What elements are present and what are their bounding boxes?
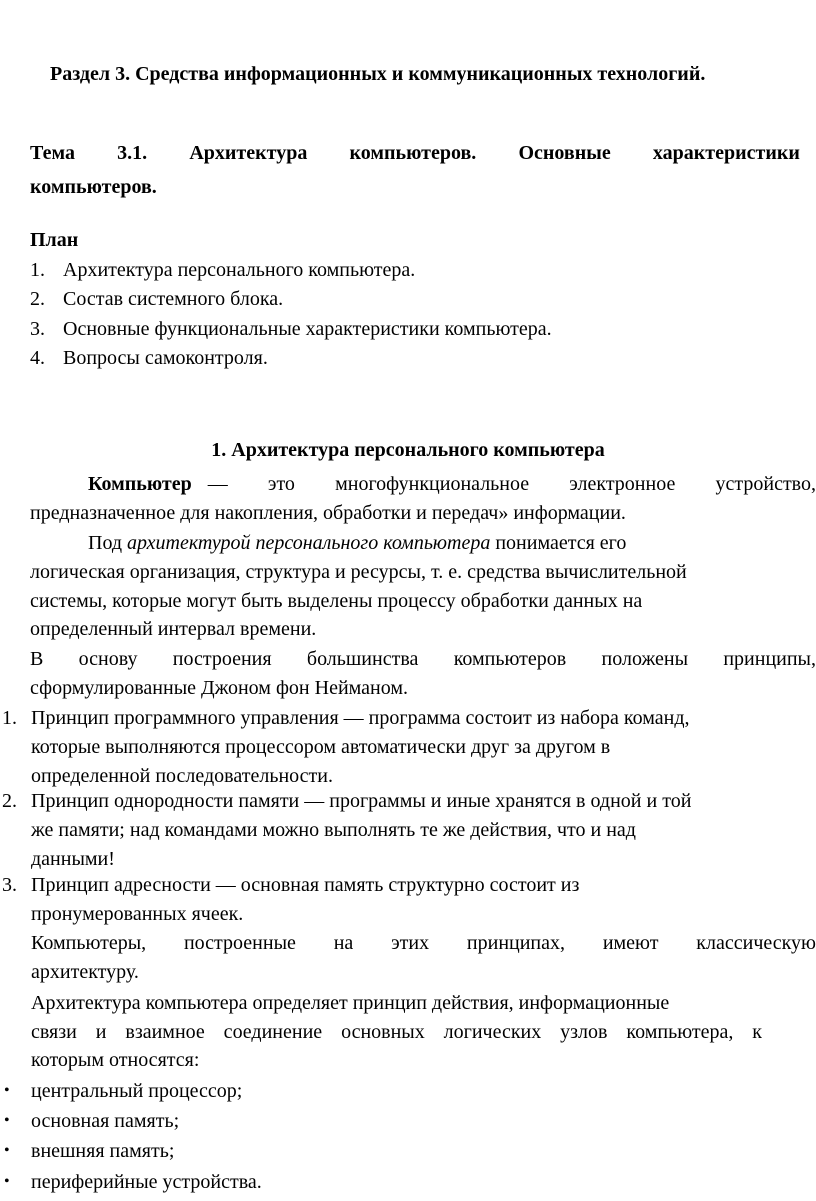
- principle-number: 2.: [2, 790, 17, 812]
- defines-line-1: Архитектура компьютера определяет принцип действия, информационные: [31, 992, 670, 1014]
- architecture-suffix: понимается его: [490, 532, 627, 554]
- definition-text: — это многофункциональное электронное устройство,: [207, 473, 816, 495]
- topic-word: Основные: [518, 142, 611, 164]
- classic-line-1: Компьютеры, построенные на этих принципах, имеют классическую: [31, 932, 816, 954]
- plan-item-text: Основные функциональные характеристики компьютера.: [63, 318, 552, 340]
- topic-line-1: [30, 139, 800, 167]
- definition-line-1: [88, 470, 816, 498]
- bullet-icon: •: [4, 1112, 10, 1129]
- plan-item-number: 3.: [30, 318, 45, 340]
- topic-word: Тема: [30, 142, 75, 164]
- topic-word: 3.1.: [117, 142, 148, 164]
- definition-term: Компьютер: [88, 473, 192, 495]
- plan-item-text: Вопросы самоконтроля.: [63, 347, 268, 369]
- plan-item-text: Архитектура персонального компьютера.: [63, 259, 416, 281]
- plan-heading: План: [30, 229, 79, 251]
- architecture-term: архитектурой персонального компьютера: [127, 532, 491, 554]
- topic-word: характеристики: [652, 142, 800, 164]
- principle-line: же памяти; над командами можно выполнять те же действия, что и над: [31, 819, 636, 841]
- neumann-line-2: сформулированные Джоном фон Нейманом.: [30, 677, 409, 699]
- principle-number: 3.: [2, 874, 17, 896]
- principle-line: Принцип адресности — основная память структурно состоит из: [31, 874, 580, 896]
- neumann-line-1: В основу построения большинства компьютеров положены принципы,: [30, 648, 816, 670]
- classic-line-2: архитектуру.: [31, 961, 139, 983]
- principle-line: определенной последовательности.: [31, 765, 333, 787]
- architecture-line-1: [88, 529, 626, 557]
- component-text: периферийные устройства.: [31, 1171, 262, 1193]
- topic-word: Архитектура: [189, 142, 308, 164]
- chapter-heading: 1. Архитектура персонального компьютера: [211, 439, 605, 461]
- principle-line: Принцип программного управления — программа состоит из набора команд,: [31, 707, 690, 729]
- defines-line-2: связи и взаимное соединение основных логических узлов компьютера, к: [31, 1021, 762, 1043]
- plan-item-number: 4.: [30, 347, 45, 369]
- definition-line-2: предназначенное для накопления, обработки и передач» информации.: [30, 502, 626, 524]
- component-text: основная память;: [31, 1110, 180, 1132]
- plan-item-number: 2.: [30, 288, 45, 310]
- component-text: центральный процессор;: [31, 1080, 243, 1102]
- bullet-icon: •: [4, 1142, 10, 1159]
- topic-line-2: компьютеров.: [30, 176, 157, 198]
- principle-line: пронумерованных ячеек.: [31, 903, 244, 925]
- principle-number: 1.: [2, 707, 17, 729]
- principle-line: данными!: [31, 848, 115, 870]
- architecture-prefix: Под: [88, 532, 128, 554]
- defines-line-3: которым относятся:: [31, 1049, 200, 1071]
- topic-word: компьютеров.: [349, 142, 477, 164]
- component-text: внешняя память;: [31, 1140, 175, 1162]
- plan-item-text: Состав системного блока.: [63, 288, 284, 310]
- section-title: Раздел 3. Средства информационных и коммуникационных технологий.: [50, 63, 706, 85]
- architecture-line-2: логическая организация, структура и ресурсы, т. е. средства вычислительной: [30, 561, 687, 583]
- principle-line: которые выполняются процессором автоматически друг за другом в: [31, 736, 611, 758]
- bullet-icon: •: [4, 1082, 10, 1099]
- principle-line: Принцип однородности памяти — программы и иные хранятся в одной и той: [31, 790, 692, 812]
- bullet-icon: •: [4, 1173, 10, 1190]
- architecture-line-3: системы, которые могут быть выделены процессу обработки данных на: [30, 590, 643, 612]
- plan-item-number: 1.: [30, 259, 45, 281]
- architecture-line-4: определенный интервал времени.: [30, 618, 317, 640]
